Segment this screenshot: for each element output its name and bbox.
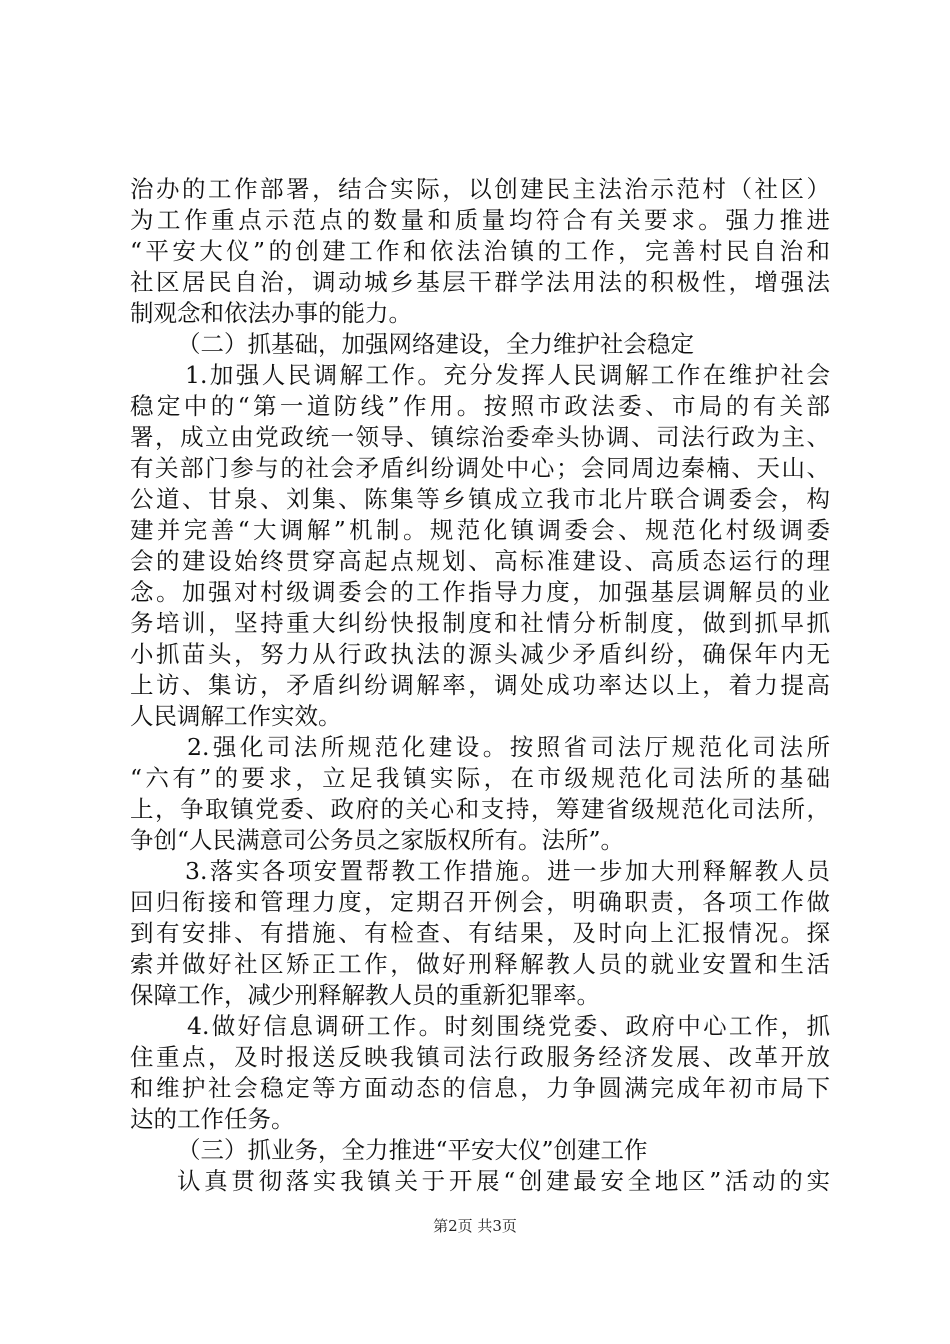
body-line: 到有安排、有措施、有检查、有结果，及时向上汇报情况。探 (130, 919, 830, 947)
body-line: 4.做好信息调研工作。时刻围绕党委、政府中心工作，抓 (187, 1012, 830, 1040)
body-line: 保障工作，减少刑释解教人员的重新犯罪率。 (130, 981, 600, 1009)
body-line: 人民调解工作实效。 (130, 702, 342, 730)
body-line: 有关部门参与的社会矛盾纠纷调处中心；会同周边秦楠、天山、 (130, 454, 830, 482)
body-line: 上，争取镇党委、政府的关心和支持，筹建省级规范化司法所， (130, 795, 830, 823)
body-line: 务培训，坚持重大纠纷快报制度和社情分析制度，做到抓早抓 (130, 609, 830, 637)
body-line: 1.加强人民调解工作。充分发挥人民调解工作在维护社会 (185, 361, 830, 389)
body-line: 为工作重点示范点的数量和质量均符合有关要求。强力推进 (130, 206, 830, 234)
body-line: 建并完善“大调解”机制。规范化镇调委会、规范化村级调委 (130, 516, 830, 544)
body-line: 索并做好社区矫正工作，做好刑释解教人员的就业安置和生活 (130, 950, 830, 978)
body-line: 公道、甘泉、刘集、陈集等乡镇成立我市北片联合调委会，构 (130, 485, 830, 513)
section-heading: （二）抓基础，加强网络建设，全力维护社会稳定 (177, 330, 694, 358)
body-line: 小抓苗头，努力从行政执法的源头减少矛盾纠纷，确保年内无 (130, 640, 830, 668)
body-line: 会的建设始终贯穿高起点规划、高标准建设、高质态运行的理 (130, 547, 830, 575)
body-line: 回归衔接和管理力度，定期召开例会，明确职责，各项工作做 (130, 888, 830, 916)
body-line: 署，成立由党政统一领导、镇综治委牵头协调、司法行政为主、 (130, 423, 830, 451)
body-line: “平安大仪”的创建工作和依法治镇的工作，完善村民自治和 (130, 237, 830, 265)
body-line: 2.强化司法所规范化建设。按照省司法厅规范化司法所 (187, 733, 830, 761)
body-line: 念。加强对村级调委会的工作指导力度，加强基层调解员的业 (130, 578, 830, 606)
body-line: “六有”的要求，立足我镇实际，在市级规范化司法所的基础 (130, 764, 830, 792)
body-line: 稳定中的“第一道防线”作用。按照市政法委、市局的有关部 (130, 392, 830, 420)
body-line: 3.落实各项安置帮教工作措施。进一步加大刑释解教人员 (185, 857, 830, 885)
body-line: 和维护社会稳定等方面动态的信息，力争圆满完成年初市局下 (130, 1074, 830, 1102)
body-line: 上访、集访，矛盾纠纷调解率，调处成功率达以上，着力提高 (130, 671, 830, 699)
body-line: 社区居民自治，调动城乡基层干群学法用法的积极性，增强法 (130, 268, 830, 296)
section-heading: （三）抓业务，全力推进“平安大仪”创建工作 (177, 1136, 648, 1164)
body-line: 制观念和依法办事的能力。 (130, 299, 412, 327)
body-line: 住重点，及时报送反映我镇司法行政服务经济发展、改革开放 (130, 1043, 830, 1071)
page-footer: 第2页 共3页 (433, 1217, 517, 1235)
body-line: 达的工作任务。 (130, 1105, 295, 1133)
body-line: 认真贯彻落实我镇关于开展“创建最安全地区”活动的实 (177, 1167, 830, 1195)
document-body (130, 174, 830, 1197)
body-line: 治办的工作部署，结合实际，以创建民主法治示范村（社区） (130, 175, 830, 203)
body-line: 争创“人民满意司公务员之家版权所有。法所”。 (130, 826, 625, 854)
